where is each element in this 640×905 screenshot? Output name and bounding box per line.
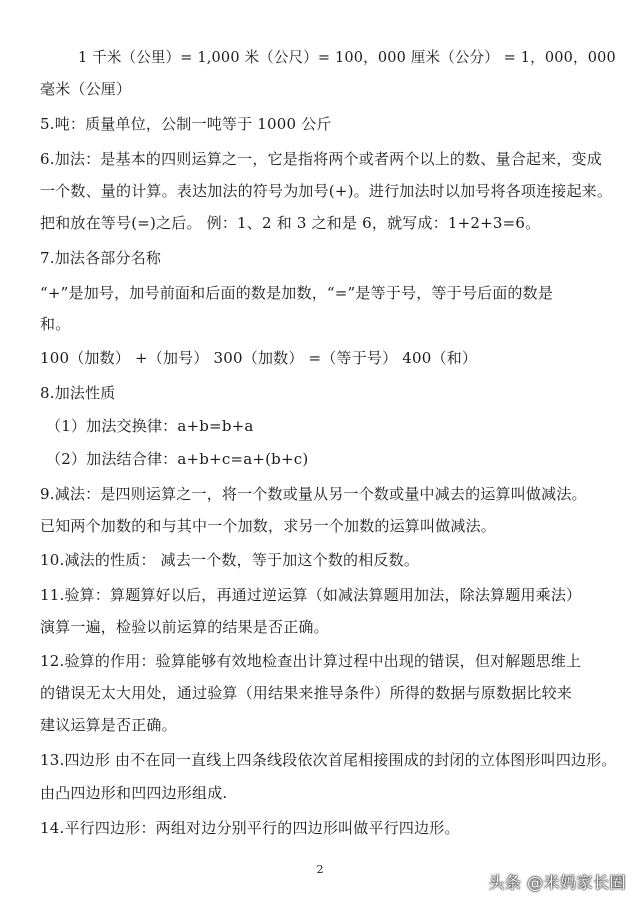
text-line-subtraction-1: 9.减法：是四则运算之一，将一个数或量从另一个数或量中减去的运算叫做减法。 bbox=[40, 485, 587, 503]
text-line-check-role-3: 建议运算是否正确。 bbox=[40, 716, 177, 734]
text-line-addition-parts-heading: 7.加法各部分名称 bbox=[40, 249, 162, 267]
text-line-check-role-1: 12.验算的作用：验算能够有效地检查出计算过程中出现的错误，但对解题思维上 bbox=[40, 652, 582, 670]
text-line-addition-parts-1: “+”是加号，加号前面和后面的数是加数，“=”是等于号，等于号后面的数是 bbox=[40, 284, 554, 302]
page-number: 2 bbox=[316, 863, 324, 876]
text-line-ton: 5.吨：质量单位，公制一吨等于 1000 公斤 bbox=[40, 115, 332, 133]
text-line-subtraction-2: 已知两个加数的和与其中一个加数，求另一个加数的运算叫做减法。 bbox=[40, 517, 497, 535]
text-line-subtraction-property: 10.减法的性质： 减去一个数，等于加这个数的相反数。 bbox=[40, 551, 420, 569]
text-line-associative: （2）加法结合律：a+b+c=a+(b+c) bbox=[46, 450, 309, 468]
text-line-addition-parts-2: 和。 bbox=[40, 315, 71, 333]
text-line-check-1: 11.验算：算题算好以后，再通过逆运算（如减法算题用加法，除法算题用乘法） bbox=[40, 586, 582, 604]
text-line-addition-3: 把和放在等号(=)之后。 例：1、2 和 3 之和是 6，就写成：1+2+3=6。 bbox=[40, 214, 541, 232]
text-line-addition-properties-heading: 8.加法性质 bbox=[40, 384, 116, 402]
text-line-mm: 毫米（公厘） bbox=[40, 80, 132, 98]
text-line-km-conversion: 1 千米（公里）= 1,000 米（公尺）= 100，000 厘米（公分） = 1，000，000 bbox=[78, 48, 616, 66]
watermark: 头条 @米妈家长圈 bbox=[488, 873, 626, 892]
text-line-commutative: （1）加法交换律：a+b=b+a bbox=[46, 417, 254, 435]
text-line-check-role-2: 的错误无太大用处，通过验算（用结果来推导条件）所得的数据与原数据比较来 bbox=[40, 684, 573, 702]
text-line-parallelogram: 14.平行四边形：两组对边分别平行的四边形叫做平行四边形。 bbox=[40, 819, 460, 837]
text-line-addition-2: 一个数、量的计算。表达加法的符号为加号(+)。进行加法时以加号将各项连接起来。 bbox=[40, 182, 613, 200]
text-line-addition-example: 100（加数） +（加号） 300（加数） =（等于号） 400（和） bbox=[40, 349, 478, 367]
text-line-quadrilateral-1: 13.四边形 由不在同一直线上四条线段依次首尾相接围成的封闭的立体图形叫四边形。 bbox=[40, 751, 617, 769]
text-line-quadrilateral-2: 由凸四边形和凹四边形组成. bbox=[40, 784, 228, 802]
text-line-addition-1: 6.加法：是基本的四则运算之一，它是指将两个或者两个以上的数、量合起来，变成 bbox=[40, 150, 602, 168]
text-line-check-2: 演算一遍，检验以前运算的结果是否正确。 bbox=[40, 618, 329, 636]
